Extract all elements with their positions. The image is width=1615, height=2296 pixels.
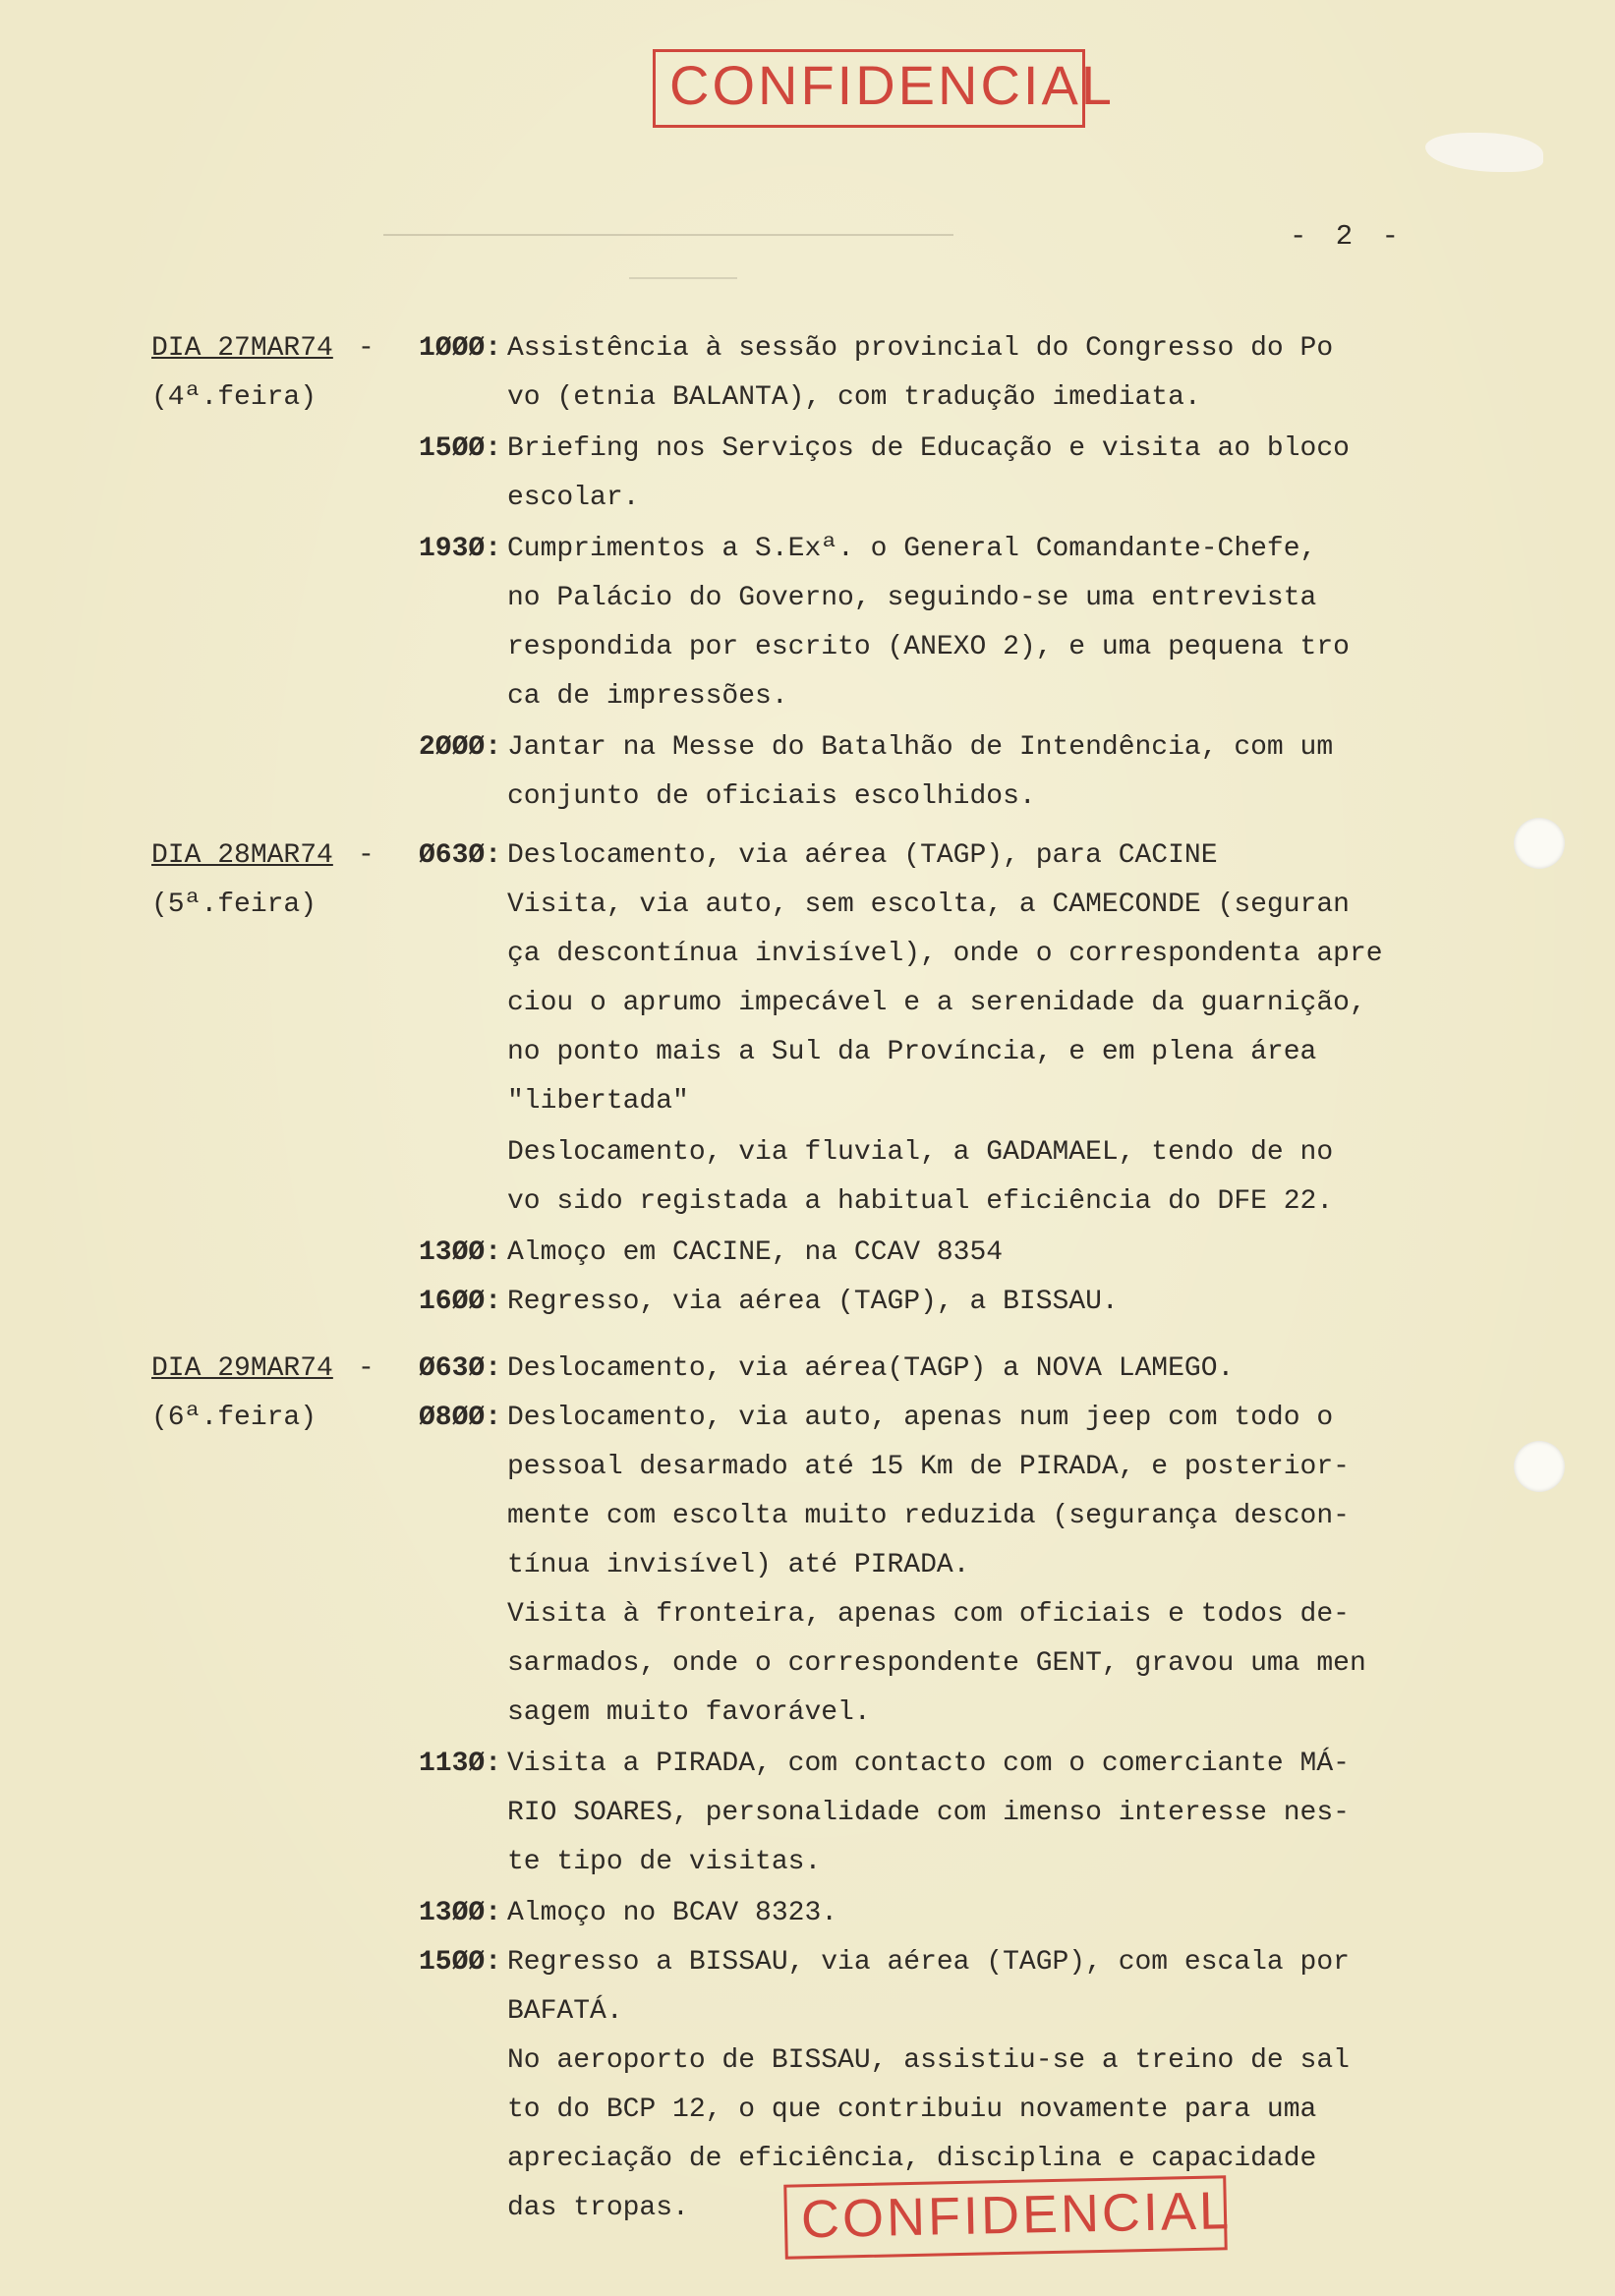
body-line: conjunto de oficiais escolhidos. — [507, 781, 1036, 812]
weekday-label: (5ª.feira) — [151, 890, 317, 920]
body-line: ça descontínua invisível), onde o correspondenta apre — [507, 939, 1383, 969]
confidential-stamp-bottom: CONFIDENCIAL — [783, 2175, 1227, 2259]
body-line: Cumprimentos a S.Exª. o General Comandante-Chefe, — [507, 534, 1317, 564]
time-entry: 16ØØ: — [418, 1287, 501, 1317]
paper-tear — [1425, 133, 1543, 172]
punch-hole-lower — [1514, 1441, 1565, 1492]
day-block-27 — [151, 324, 333, 423]
body-line: Regresso a BISSAU, via aérea (TAGP), com escala por — [507, 1947, 1350, 1978]
body-line: Deslocamento, via fluvial, a GADAMAEL, tendo de no — [507, 1137, 1334, 1168]
body-line: "libertada" — [507, 1086, 689, 1117]
body-line: BAFATÁ. — [507, 1996, 623, 2027]
time-entry: 1ØØØ: — [418, 333, 501, 364]
time-entry: 2ØØØ: — [418, 732, 501, 763]
day-label: DIA 28MAR74 — [151, 840, 333, 871]
weekday-label: (4ª.feira) — [151, 382, 317, 413]
body-line: Deslocamento, via aérea (TAGP), para CACINE — [507, 840, 1218, 871]
body-line: ca de impressões. — [507, 681, 788, 712]
body-line: vo (etnia BALANTA), com tradução imediata. — [507, 382, 1201, 413]
punch-hole-upper — [1514, 818, 1565, 869]
body-line: to do BCP 12, o que contribuiu novamente para uma — [507, 2095, 1317, 2125]
time-entry: 15ØØ: — [418, 1947, 501, 1978]
body-line: Visita à fronteira, apenas com oficiais e todos de- — [507, 1599, 1350, 1630]
day-dash: - — [358, 1353, 375, 1384]
body-line: Visita a PIRADA, com contacto com o comerciante MÁ- — [507, 1749, 1350, 1779]
body-line: Jantar na Messe do Batalhão de Intendência, com um — [507, 732, 1334, 763]
body-line: No aeroporto de BISSAU, assistiu-se a treino de sal — [507, 2045, 1350, 2076]
day-label: DIA 29MAR74 — [151, 1353, 333, 1384]
body-line: Deslocamento, via auto, apenas num jeep com todo o — [507, 1403, 1334, 1433]
body-line: Visita, via auto, sem escolta, a CAMECONDE (seguran — [507, 890, 1350, 920]
body-line: Briefing nos Serviços de Educação e visita ao bloco — [507, 433, 1350, 464]
time-entry: 13ØØ: — [418, 1898, 501, 1928]
day-label: DIA 27MAR74 — [151, 333, 333, 364]
body-line: Almoço em CACINE, na CCAV 8354 — [507, 1237, 1004, 1268]
body-line: RIO SOARES, personalidade com imenso interesse nes- — [507, 1798, 1350, 1828]
body-line: Regresso, via aérea (TAGP), a BISSAU. — [507, 1287, 1119, 1317]
body-line: Assistência à sessão provincial do Congresso do Po — [507, 333, 1334, 364]
confidential-stamp-top: CONFIDENCIAL — [653, 49, 1085, 128]
body-line: pessoal desarmado até 15 Km de PIRADA, e posterior- — [507, 1452, 1350, 1482]
page-number: - 2 - — [1290, 220, 1406, 253]
weekday-label: (6ª.feira) — [151, 1403, 317, 1433]
body-line: sagem muito favorável. — [507, 1697, 871, 1728]
body-line: vo sido registada a habitual eficiência do DFE 22. — [507, 1186, 1334, 1217]
time-entry: Ø63Ø: — [418, 840, 501, 871]
body-line: das tropas. — [507, 2193, 689, 2223]
day-block-29 — [151, 1345, 333, 1443]
faint-header-mark — [383, 234, 953, 236]
time-entry: 193Ø: — [418, 534, 501, 564]
body-line: te tipo de visitas. — [507, 1847, 822, 1877]
body-line: escolar. — [507, 483, 640, 513]
body-line: apreciação de eficiência, disciplina e capacidade — [507, 2144, 1317, 2174]
body-line: Deslocamento, via aérea(TAGP) a NOVA LAMEGO. — [507, 1353, 1235, 1384]
day-block-28 — [151, 832, 333, 930]
faint-header-mark-2 — [629, 277, 737, 279]
body-line: respondida por escrito (ANEXO 2), e uma pequena tro — [507, 632, 1350, 662]
body-line: ciou o aprumo impecável e a serenidade da guarnição, — [507, 988, 1366, 1018]
time-entry: 113Ø: — [418, 1749, 501, 1779]
day-dash: - — [358, 840, 375, 871]
time-entry: 13ØØ: — [418, 1237, 501, 1268]
body-line: tínua invisível) até PIRADA. — [507, 1550, 970, 1580]
time-entry: 15ØØ: — [418, 433, 501, 464]
day-dash: - — [358, 333, 375, 364]
body-line: mente com escolta muito reduzida (segurança descon- — [507, 1501, 1350, 1531]
body-line: no Palácio do Governo, seguindo-se uma entrevista — [507, 583, 1317, 613]
body-line: no ponto mais a Sul da Província, e em plena área — [507, 1037, 1317, 1067]
body-line: sarmados, onde o correspondente GENT, gravou uma men — [507, 1648, 1366, 1679]
body-line: Almoço no BCAV 8323. — [507, 1898, 838, 1928]
time-entry: Ø63Ø: — [418, 1353, 501, 1384]
time-entry: Ø8ØØ: — [418, 1403, 501, 1433]
